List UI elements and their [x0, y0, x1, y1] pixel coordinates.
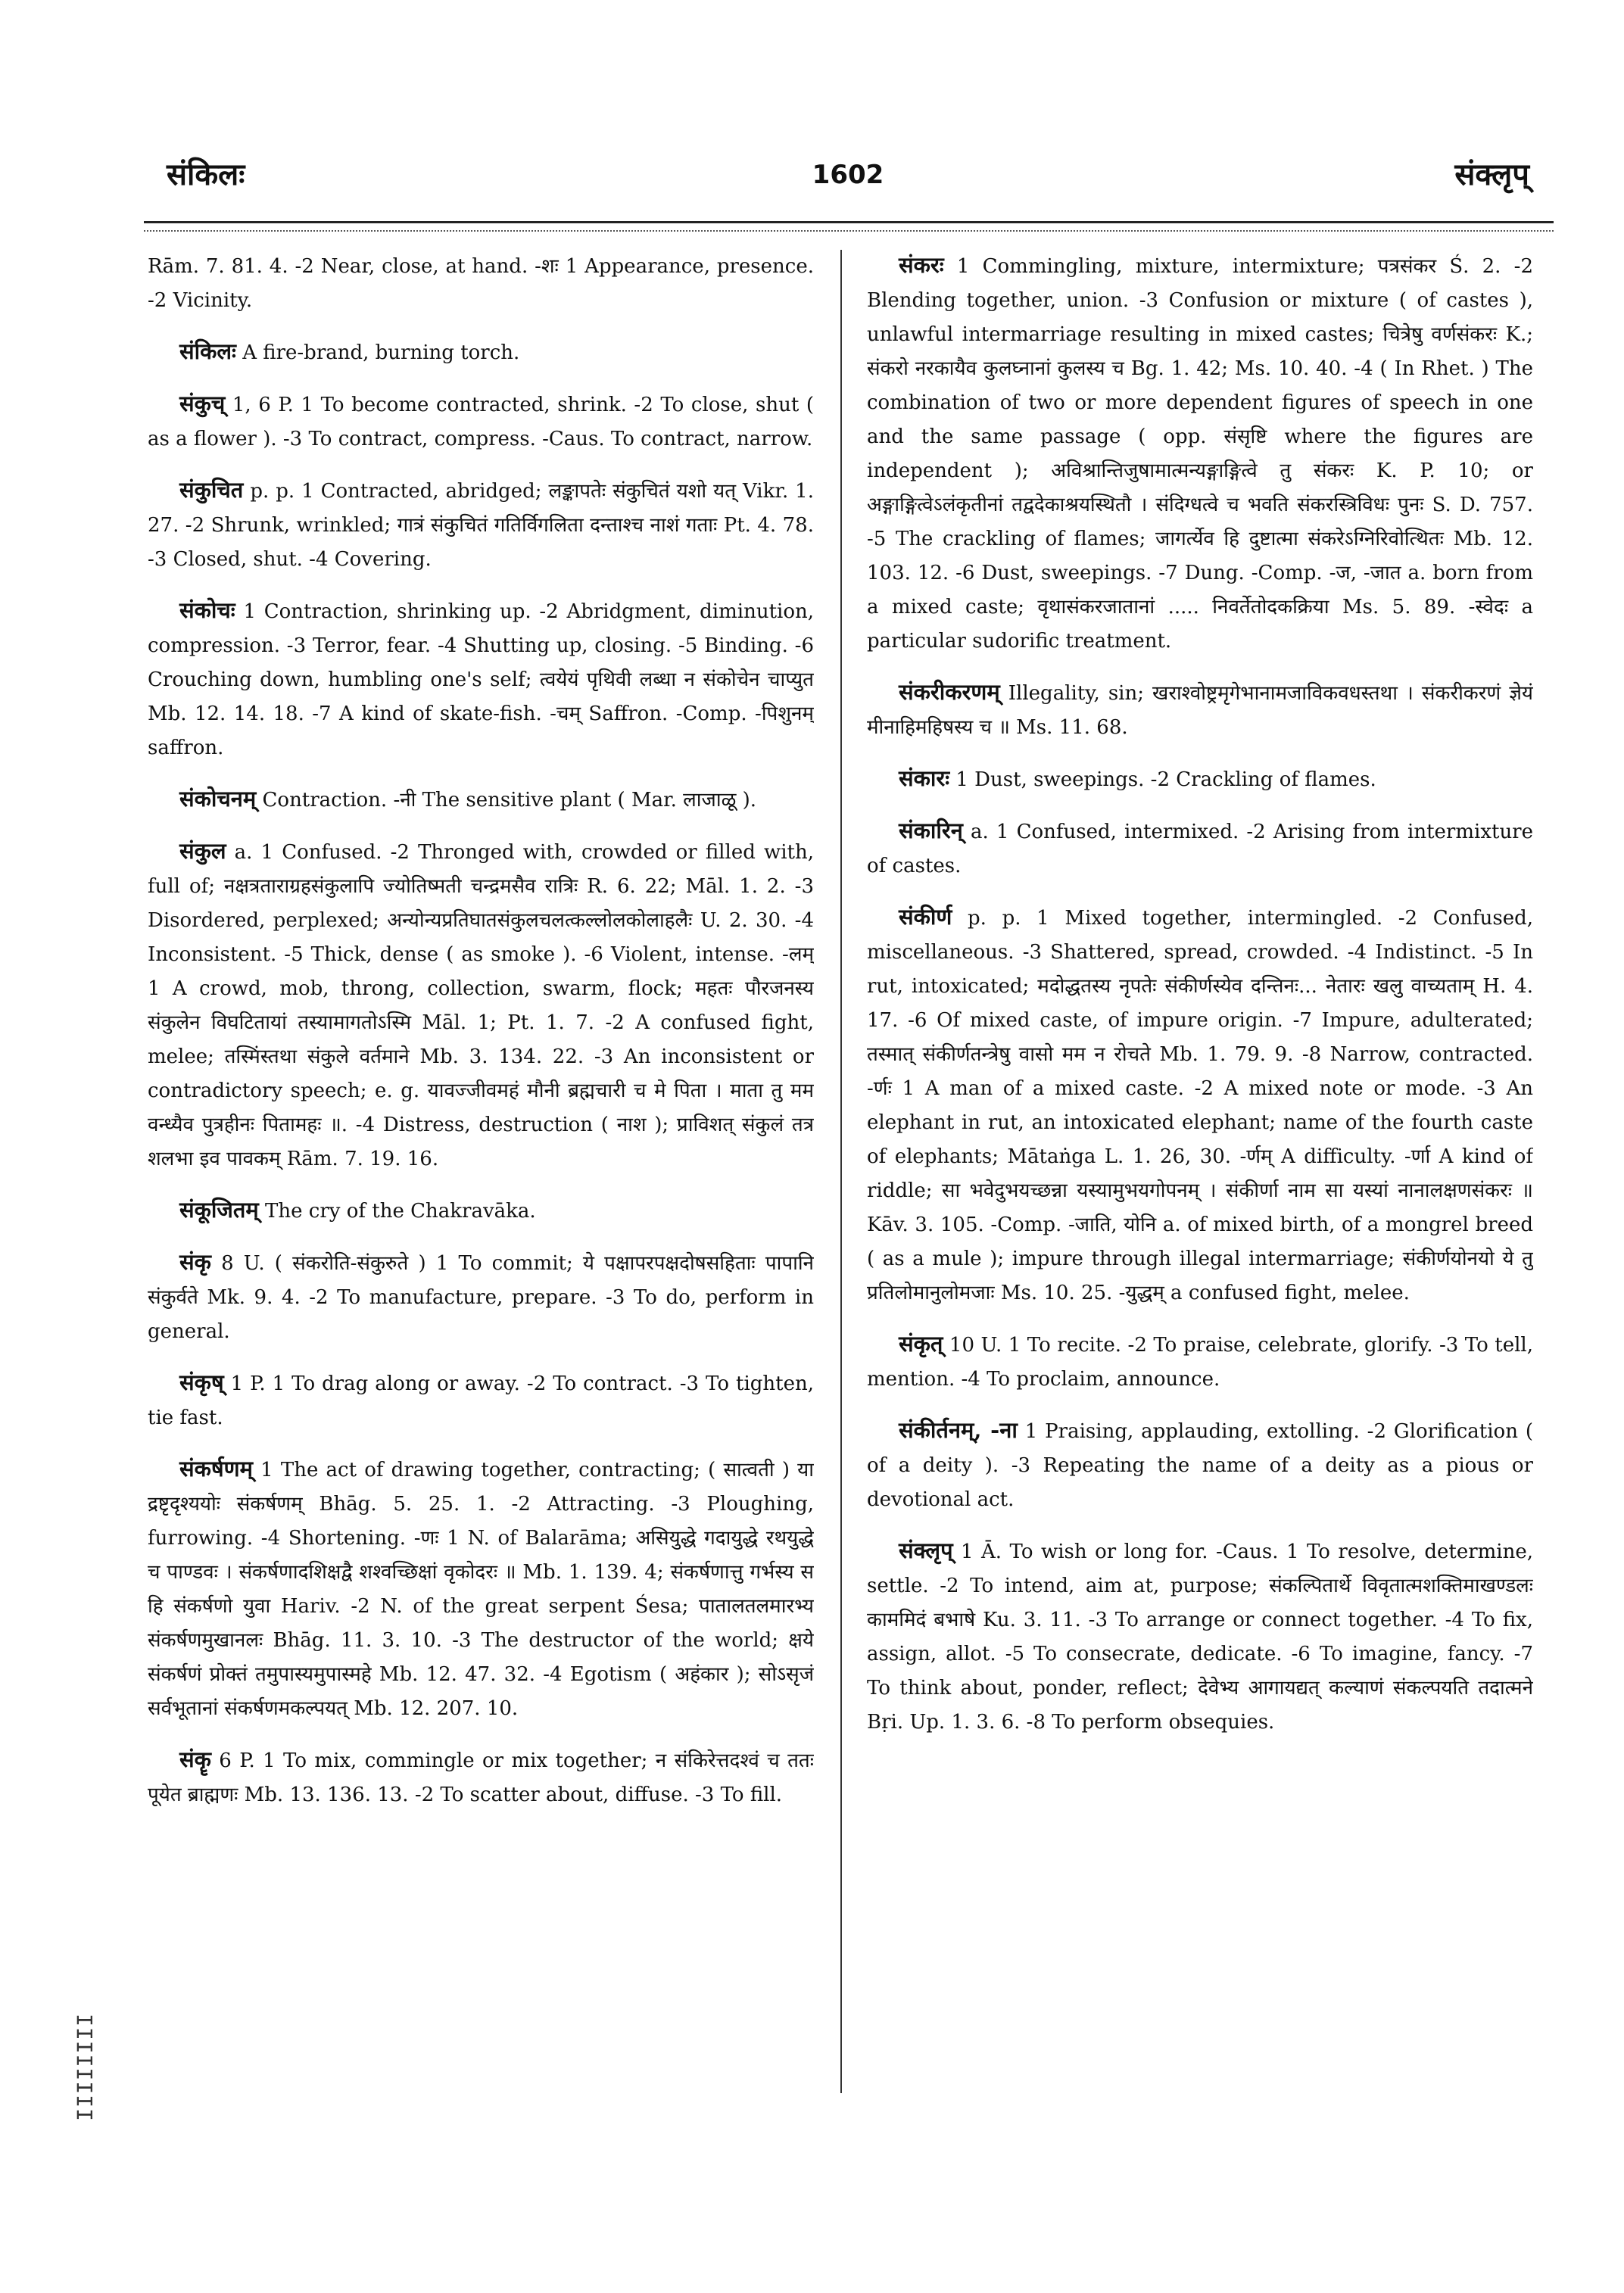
- entry-definition: 1 Praising, applauding, extolling. -2 Glorification ( of a deity ). -3 Repeating the name of a deity as a pious or devotional act.: [867, 1420, 1533, 1511]
- dictionary-entry: [867, 1327, 1533, 1397]
- entry-headword: संकृत्: [899, 1331, 943, 1357]
- entry-definition: 1 P. 1 To drag along or away. -2 To contract. -3 To tighten, tie fast.: [148, 1372, 814, 1429]
- entry-definition: 6 P. 1 To mix, commingle or mix together; न संकिरेत्तदश्वं च ततः पूयेत ब्राह्मणः Mb. 13. 136. 13. -2 To scatter about, diffuse. -3 To fill.: [148, 1749, 814, 1806]
- dictionary-entry: [148, 387, 814, 456]
- entry-headword: संकीर्तनम्, -ना: [899, 1417, 1018, 1443]
- running-head-left: संकिलः: [167, 157, 245, 192]
- dictionary-entry: [867, 1534, 1533, 1740]
- page-number: 1602: [812, 160, 884, 190]
- entry-headword: संकीर्ण: [899, 904, 952, 930]
- entry-headword: संकिलः: [179, 338, 236, 364]
- entry-definition: 1 Commingling, mixture, intermixture; पत्रसंकर Ś. 2. -2 Blending together, union. -3 Confusion or mixture ( of castes ), unlawful intermarriage resulting in mixed castes; चित्रेषु वर्णसंकरः K.; संकरो नरकायैव कुलघ्नानां कुलस्य च Bg. 1. 42; Ms. 10. 40. -4 ( In Rhet. ) The combination of two or more dependent figures of speech in one and the same passage ( opp. संसृष्टि where the figures are independent ); अविश्रान्तिजुषामात्मन्यङ्गाङ्गित्वे तु संकरः K. P. 10; or अङ्गाङ्गित्वेऽलंकृतीनां तद्वदेकाश्रयस्थितौ । संदिग्धत्वे च भवति संकरस्त्रिविधः पुनः S. D. 757. -5 The crackling of flames; जागर्त्येव हि दुष्टात्मा संकरेऽग्निरिवोत्थितः Mb. 12. 103. 12. -6 Dust, sweepings. -7 Dung. -Comp. -ज, -जात a. born from a mixed caste; वृथासंकरजातानां ..... निवर्तेतोदकक्रिया Ms. 5. 89. -स्वेदः a particular sudorific treatment.: [867, 255, 1533, 653]
- entry-definition: Rām. 7. 81. 4. -2 Near, close, at hand. -शः 1 Appearance, presence. -2 Vicinity.: [148, 255, 814, 312]
- dictionary-entry: [867, 762, 1533, 797]
- entry-definition: 1 Dust, sweepings. -2 Crackling of flames.: [955, 768, 1376, 791]
- entry-definition: Illegality, sin; खराश्वोष्ट्रमृगेभानामजाविकवधस्तथा । संकरीकरणं ज्ञेयं मीनाहिमहिषस्य च ॥ Ms. 11. 68.: [867, 682, 1533, 739]
- dictionary-entry: [867, 675, 1533, 745]
- entry-headword: संकोचनम्: [179, 786, 257, 812]
- entry-definition: 10 U. 1 To recite. -2 To praise, celebrate, glorify. -3 To tell, mention. -4 To proclaim, announce.: [867, 1334, 1533, 1391]
- entry-headword: संकॄ: [179, 1746, 211, 1772]
- entry-headword: संकृ: [179, 1249, 211, 1275]
- dictionary-entry: [148, 335, 814, 370]
- dictionary-entry: [867, 248, 1533, 659]
- left-column: [148, 248, 814, 2095]
- entry-headword: संकरः: [899, 252, 944, 278]
- dictionary-entry: [148, 1452, 814, 1726]
- dictionary-entry: [867, 814, 1533, 883]
- entry-headword: संकर्षणम्: [179, 1456, 253, 1481]
- header-rule: [144, 221, 1554, 223]
- dictionary-entry: [148, 473, 814, 577]
- header-dotted-rule: [144, 230, 1554, 232]
- right-column: [867, 248, 1533, 2095]
- entry-definition: a. 1 Confused, intermixed. -2 Arising from intermixture of castes.: [867, 821, 1533, 877]
- entry-headword: संकुल: [179, 838, 226, 864]
- entry-definition: 8 U. ( संकरोति-संकुरुते ) 1 To commit; ये पक्षापरपक्षदोषसहिताः पापानि संकुर्वते Mk. 9. 4. -2 To manufacture, prepare. -3 To do, perform in general.: [148, 1252, 814, 1343]
- entry-headword: संकूजितम्: [179, 1197, 259, 1223]
- dictionary-entry: [148, 1366, 814, 1435]
- entry-headword: संकृष्: [179, 1369, 224, 1395]
- entry-headword: संकारः: [899, 765, 950, 791]
- running-head-right: संक्लृप्: [1454, 157, 1529, 192]
- page-header: [148, 148, 1548, 216]
- dictionary-entry: [867, 900, 1533, 1310]
- entry-definition: 1 The act of drawing together, contracting; ( सात्वती ) या द्रष्टृदृश्ययोः संकर्षणम् Bhāg. 5. 25. 1. -2 Attracting. -3 Ploughing, furrowing. -4 Shortening. -णः 1 N. of Balarāma; असियुद्धे गदायुद्धे रथयुद्धे च पाण्डवः । संकर्षणादशिक्षद्वै शश्वच्छिक्षां वृकोदरः ॥ Mb. 1. 139. 4; संकर्षणात्तु गर्भस्य स हि संकर्षणो युवा Hariv. -2 N. of the great serpent Śesa; पातालतलमारभ्य संकर्षणमुखानलः Bhāg. 11. 3. 10. -3 The destructor of the world; क्षये संकर्षणं प्रोक्तं तमुपास्यमुपास्महे Mb. 12. 47. 32. -4 Egotism ( अहंकार ); सोऽसृजं सर्वभूतानां संकर्षणमकल्पयत् Mb. 12. 207. 10.: [148, 1459, 814, 1720]
- entry-definition: Contraction. -नी The sensitive plant ( Mar. लाजाळू ).: [262, 789, 756, 812]
- entry-headword: संकारिन्: [899, 818, 963, 843]
- dictionary-entry: [148, 248, 814, 318]
- entry-headword: संकोचः: [179, 597, 235, 623]
- entry-definition: p. p. 1 Mixed together, intermingled. -2 Confused, miscellaneous. -3 Shattered, spread, crowded. -4 Indistinct. -5 In rut, intoxicated; मदोद्धतस्य नृपतेः संकीर्णस्येव दन्तिनः... नेतारः खलु वाच्यताम् H. 4. 17. -6 Of mixed caste, of impure origin. -7 Impure, adulterated; तस्मात् संकीर्णतन्त्रेषु वासो मम न रोचते Mb. 1. 79. 9. -8 Narrow, contracted. -र्णः 1 A man of a mixed caste. -2 A mixed note or mode. -3 An elephant in rut, an intoxicated elephant; name of the fourth caste of elephants; Mātaṅga L. 1. 26, 30. -र्णम् A difficulty. -र्णा A kind of riddle; सा भवेदुभयच्छन्ना यस्यामुभयगोपनम् । संकीर्णा नाम सा यस्यां नानालक्षणसंकरः ॥ Kāv. 3. 105. -Comp. -जाति, योनि a. of mixed birth, of a mongrel breed ( as a mule ); impure through illegal intermarriage; संकीर्णयोनयो ये तु प्रतिलोमानुलोमजाः Ms. 10. 25. -युद्धम् a confused fight, melee.: [867, 907, 1533, 1304]
- entry-definition: 1 Ā. To wish or long for. -Caus. 1 To resolve, determine, settle. -2 To intend, aim at, purpose; संकल्पितार्थे विवृतात्मशक्तिमाखण्डलः काममिदं बभाषे Ku. 3. 11. -3 To arrange or connect together. -4 To fix, assign, allot. -5 To consecrate, dedicate. -6 To imagine, fancy. -7 To think about, ponder, reflect; देवेभ्य आगायद्यत् कल्याणं संकल्पयति तदात्मने Bṛi. Up. 1. 3. 6. -8 To perform obsequies.: [867, 1541, 1533, 1734]
- dictionary-entry: [867, 1413, 1533, 1517]
- dictionary-entry: [148, 594, 814, 765]
- dictionary-entry: [148, 782, 814, 818]
- entry-definition: 1 Contraction, shrinking up. -2 Abridgment, diminution, compression. -3 Terror, fear. -4 Shutting up, closing. -5 Binding. -6 Crouching down, humbling one's self; त्वयेयं पृथिवी लब्धा न संकोचेन चाप्युत Mb. 12. 14. 18. -7 A kind of skate-fish. -चम् Saffron. -Comp. -पिशुनम् saffron.: [148, 600, 814, 759]
- dictionary-entry: [148, 834, 814, 1176]
- dictionary-entry: [148, 1245, 814, 1349]
- entry-definition: A fire-brand, burning torch.: [242, 341, 520, 364]
- column-divider: [840, 250, 842, 2093]
- entry-definition: The cry of the Chakravāka.: [265, 1200, 536, 1223]
- entry-headword: संकरीकरणम्: [899, 679, 1000, 705]
- entry-headword: संकुचित: [179, 477, 244, 503]
- entry-definition: a. 1 Confused. -2 Thronged with, crowded or filled with, full of; नक्षत्रताराग्रहसंकुलापि ज्योतिष्मती चन्द्रमसैव रात्रिः R. 6. 22; Māl. 1. 2. -3 Disordered, perplexed; अन्योन्यप्रतिघातसंकुलचलत्कल्लोलकोलाहलैः U. 2. 30. -4 Inconsistent. -5 Thick, dense ( as smoke ). -6 Violent, intense. -लम् 1 A crowd, mob, throng, collection, swarm, flock; महतः पौरजनस्य संकुलेन विघटितायां तस्यामागतोऽस्मि Māl. 1; Pt. 1. 7. -2 A confused fight, melee; तस्मिंस्तथा संकुले वर्तमाने Mb. 3. 134. 22. -3 An inconsistent or contradictory speech; e. g. यावज्जीवमहं मौनी ब्रह्मचारी च मे पिता । माता तु मम वन्ध्यैव पुत्रहीनः पितामहः ॥. -4 Distress, destruction ( नाश ); प्राविशत् संकुलं तत्र शलभा इव पावकम् Rām. 7. 19. 16.: [148, 841, 814, 1170]
- margin-tick-marks: IIIIIIII: [72, 2014, 97, 2122]
- dictionary-entry: [148, 1193, 814, 1229]
- entry-headword: संकुच्: [179, 391, 226, 416]
- dictionary-entry: [148, 1743, 814, 1812]
- entry-definition: 1, 6 P. 1 To become contracted, shrink. -2 To close, shut ( as a flower ). -3 To contract, compress. -Caus. To contract, narrow.: [148, 394, 814, 450]
- entry-definition: p. p. 1 Contracted, abridged; लङ्कापतेः संकुचितं यशो यत् Vikr. 1. 27. -2 Shrunk, wrinkled; गात्रं संकुचितं गतिर्विगलिता दन्ताश्च नाशं गताः Pt. 4. 78. -3 Closed, shut. -4 Covering.: [148, 480, 814, 571]
- entry-headword: संक्लृप्: [899, 1537, 953, 1563]
